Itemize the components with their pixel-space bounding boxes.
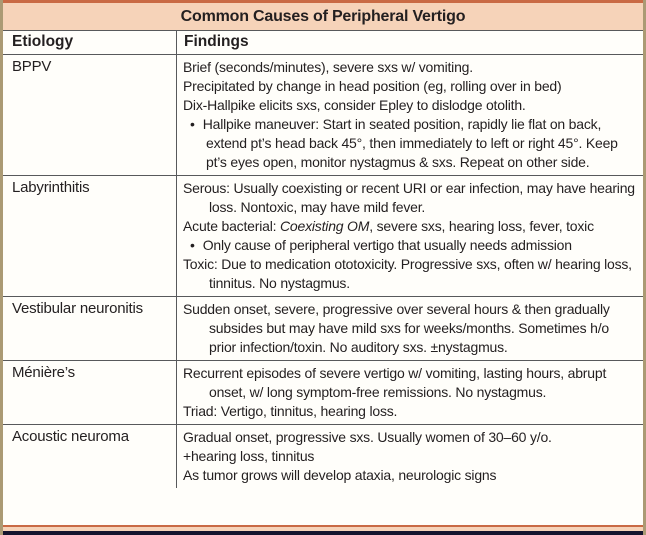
finding-text: Only cause of peripheral vertigo that usually needs admission [202, 237, 572, 253]
finding-text: Toxic: Due to medication ototoxicity. Progressive sxs, often w/ hearing loss, tinnitus. No nystagmus. [183, 256, 632, 291]
bullet-icon: • [190, 116, 195, 132]
findings-cell [176, 176, 643, 296]
finding-text: Dix-Hallpike elicits sxs, consider Epley to dislodge otolith. [183, 97, 526, 113]
finding-text: As tumor grows will develop ataxia, neurologic signs [183, 467, 497, 483]
column-header-findings: Findings [176, 31, 643, 54]
finding-line [183, 115, 637, 172]
finding-line [183, 447, 637, 466]
etiology-cell: BPPV [12, 58, 52, 75]
table-body [3, 55, 643, 525]
findings-cell [176, 425, 643, 488]
table-title: Common Causes of Peripheral Vertigo [3, 0, 643, 31]
finding-text-italic: Coexisting OM [280, 218, 370, 234]
finding-text: Triad: Vertigo, tinnitus, hearing loss. [183, 403, 398, 419]
etiology-cell: Ménière’s [12, 364, 75, 381]
table-header-row [3, 31, 643, 55]
finding-text: Brief (seconds/minutes), severe sxs w/ vomiting. [183, 59, 473, 75]
finding-line [183, 402, 637, 421]
etiology-cell: Acoustic neuroma [12, 428, 129, 445]
bullet-icon: • [190, 237, 195, 253]
table-row [3, 360, 643, 424]
findings-cell [176, 55, 643, 175]
column-header-etiology: Etiology [12, 33, 74, 50]
finding-text: Serous: Usually coexisting or recent URI or ear infection, may have hearing loss. Nontoxic, may have mild fever. [183, 180, 635, 215]
finding-line [183, 428, 637, 447]
finding-line [183, 58, 637, 77]
findings-cell [176, 297, 643, 360]
bottom-navy-bar [3, 531, 643, 535]
finding-line [183, 300, 637, 357]
finding-text: , severe sxs, hearing loss, fever, toxic [369, 218, 594, 234]
findings-cell [176, 361, 643, 424]
table-row [3, 424, 643, 488]
finding-text: Recurrent episodes of severe vertigo w/ vomiting, lasting hours, abrupt onset, w/ long symptom-free remissions. No nystagmus. [183, 365, 607, 400]
table-row [3, 296, 643, 360]
finding-text: Precipitated by change in head position (eg, rolling over in bed) [183, 78, 562, 94]
etiology-cell: Vestibular neuronitis [12, 300, 143, 317]
finding-text: +hearing loss, tinnitus [183, 448, 315, 464]
finding-text: Hallpike maneuver: Start in seated position, rapidly lie flat on back, extend pt’s head back 45°, then immediately to left or right 45°. Keep pt’s eyes open, monitor nystagmus & sxs. Repeat on other side. [202, 116, 618, 170]
finding-text: Acute bacterial: [183, 218, 280, 234]
finding-line [183, 236, 637, 255]
finding-line [183, 255, 637, 293]
table-row [3, 175, 643, 296]
finding-line [183, 364, 637, 402]
table-row [3, 55, 643, 175]
finding-line [183, 217, 637, 236]
finding-line [183, 466, 637, 485]
etiology-cell: Labyrinthitis [12, 179, 90, 196]
finding-line [183, 179, 637, 217]
finding-text: Sudden onset, severe, progressive over several hours & then gradually subsides but may have mild sxs for weeks/months. Sometimes h/o prior infection/toxin. No auditory sxs. ±nystagmus. [183, 301, 610, 355]
finding-line [183, 77, 637, 96]
finding-line [183, 96, 637, 115]
finding-text: Gradual onset, progressive sxs. Usually women of 30–60 y/o. [183, 429, 552, 445]
